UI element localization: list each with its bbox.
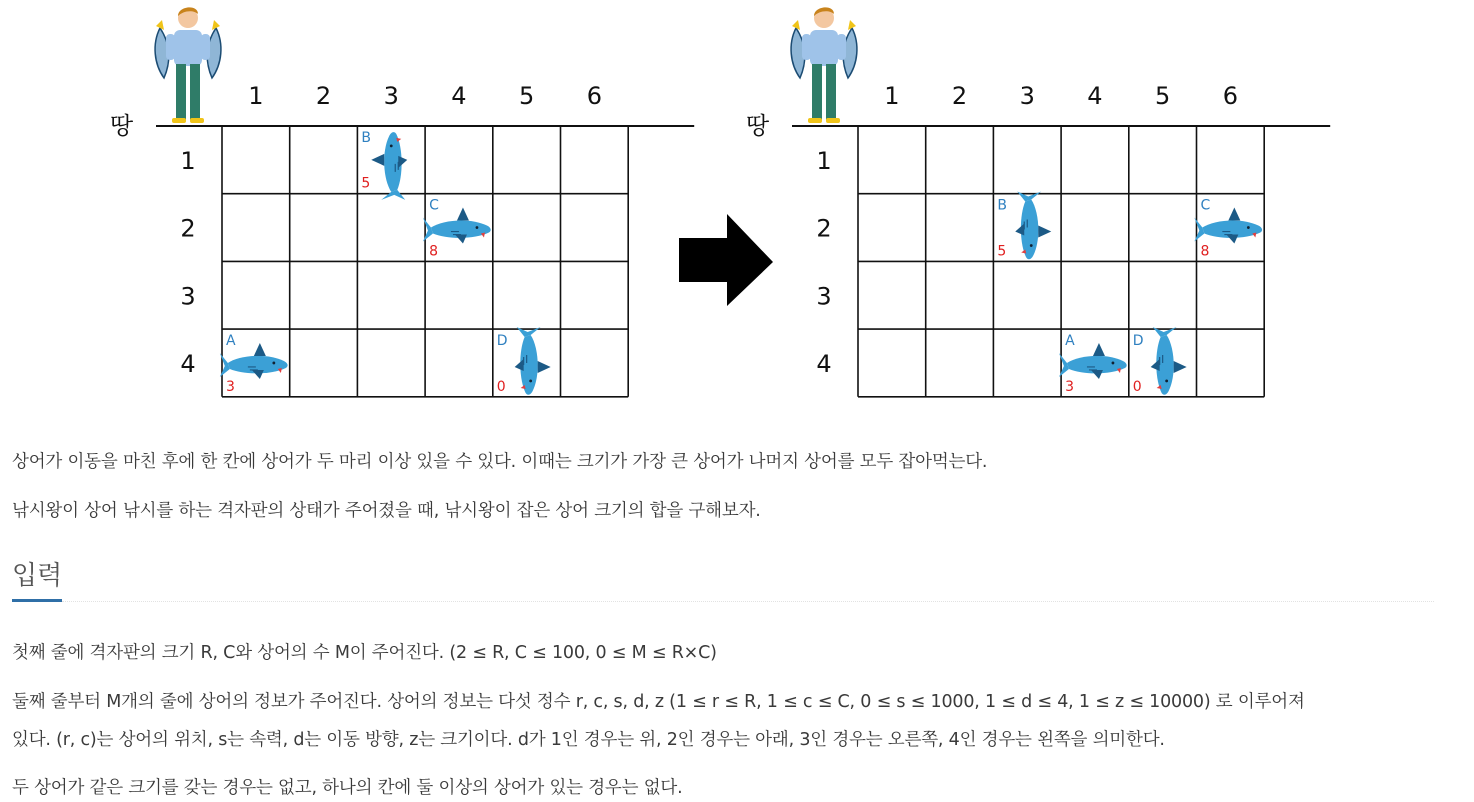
column-label: 1 — [248, 82, 264, 110]
column-label: 1 — [884, 82, 900, 110]
shark-size-label: 3 — [226, 378, 235, 395]
shark-size-label: 8 — [1200, 243, 1210, 260]
row-label: 3 — [180, 282, 196, 311]
shark-size-label: 0 — [1132, 378, 1142, 395]
shark-size-label: 8 — [429, 243, 439, 260]
shark-id-label: B — [361, 130, 372, 146]
description-paragraph-1: 상어가 이동을 마친 후에 한 칸에 상어가 두 마리 이상 있을 수 있다. 이때는 크기가 가장 큰 상어가 나머지 상어를 모두 잡아먹는다. — [12, 452, 988, 472]
section-heading-underline — [12, 599, 62, 602]
fisherman-icon — [791, 7, 857, 123]
shark-icon — [371, 132, 407, 200]
grid-after — [791, 7, 1330, 396]
shark-id-label: C — [1200, 197, 1211, 214]
row-label: 4 — [816, 349, 832, 378]
shark-icon — [1151, 327, 1187, 395]
fisherman-icon — [155, 7, 221, 123]
shark-id-label: C — [429, 197, 439, 214]
column-label: 4 — [1087, 82, 1103, 110]
column-label: 5 — [519, 82, 535, 110]
right-arrow-icon — [679, 214, 773, 306]
shark-id-label: A — [226, 333, 236, 350]
column-label: 6 — [586, 82, 602, 110]
column-label: 2 — [315, 82, 332, 110]
shark-size-label: 3 — [1065, 378, 1075, 395]
shark-size-label: 0 — [496, 378, 506, 395]
column-label: 5 — [1155, 82, 1171, 110]
input-paragraph-2-line-2: 있다. (r, c)는 상어의 위치, s는 속력, d는 이동 방향, z는 크기이다. d가 1인 경우는 위, 2인 경우는 아래, 3인 경우는 오른쪽, 4인 경우는 왼쪽을 의미한다. — [12, 730, 1165, 750]
column-label: 3 — [383, 82, 399, 110]
shark-id-label: D — [496, 333, 508, 350]
row-label: 3 — [816, 282, 832, 311]
shark-icon — [1015, 192, 1051, 260]
column-label: 2 — [951, 82, 968, 110]
shark-icon — [515, 327, 551, 395]
row-label: 1 — [180, 146, 196, 175]
ground-label: 땅 — [746, 112, 770, 140]
column-label: 3 — [1019, 82, 1035, 110]
ground-label: 땅 — [110, 112, 134, 140]
description-paragraph-2: 낚시왕이 상어 낚시를 하는 격자판의 상태가 주어졌을 때, 낚시왕이 잡은 상어 크기의 합을 구해보자. — [12, 501, 761, 521]
section-heading-input: 입력 — [12, 561, 63, 591]
grid-before — [155, 7, 694, 396]
shark-id-label: B — [997, 197, 1008, 214]
shark-id-label: A — [1065, 333, 1075, 350]
input-paragraph-2-line-1: 둘째 줄부터 M개의 줄에 상어의 정보가 주어진다. 상어의 정보는 다섯 정수 r, c, s, d, z (1 ≤ r ≤ R, 1 ≤ c ≤ C, 0 ≤ s ≤ 1000, 1 ≤ d ≤ 4, 1 ≤ z ≤ 10000) 로 이루어져 — [12, 692, 1305, 712]
section-divider — [62, 601, 1434, 602]
row-label: 2 — [180, 214, 196, 243]
input-paragraph-1: 첫째 줄에 격자판의 크기 R, C와 상어의 수 M이 주어진다. (2 ≤ R, C ≤ 100, 0 ≤ M ≤ R×C) — [12, 643, 717, 663]
row-label: 1 — [816, 146, 832, 175]
shark-size-label: 5 — [361, 175, 371, 192]
row-label: 2 — [816, 214, 832, 243]
shark-size-label: 5 — [997, 243, 1007, 260]
column-label: 4 — [451, 82, 467, 110]
row-label: 4 — [180, 349, 196, 378]
column-label: 6 — [1222, 82, 1238, 110]
shark-id-label: D — [1132, 333, 1144, 350]
input-paragraph-3: 두 상어가 같은 크기를 갖는 경우는 없고, 하나의 칸에 둘 이상의 상어가 있는 경우는 없다. — [12, 778, 683, 798]
